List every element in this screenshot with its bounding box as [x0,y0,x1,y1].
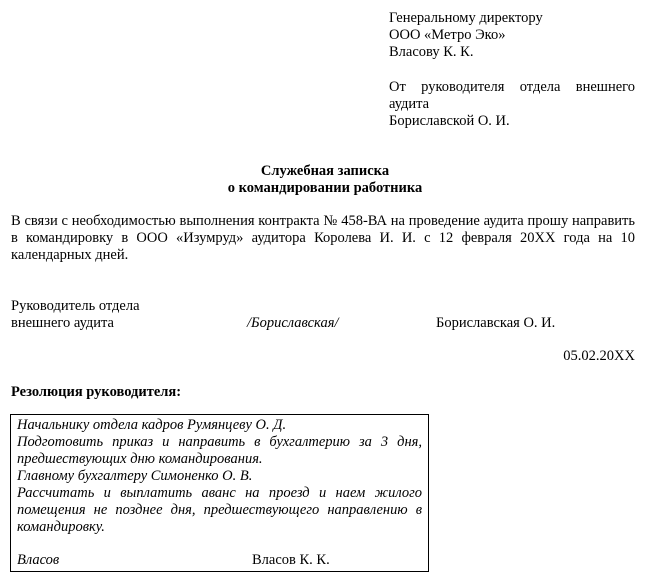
signer-signature: /Бориславская/ [247,315,339,331]
document-title: Служебная записка [260,163,390,179]
resolution-signature: Власов [17,552,60,568]
signer-full-name: Бориславская О. И. [436,315,556,331]
resolution-paragraph: Главному бухгалтеру Симоненко О. В. [17,468,253,484]
addressee-company: ООО «Метро Эко» [389,27,506,43]
addressee-block [389,10,635,61]
signer-position-line2: внешнего аудита [11,315,114,331]
memo-date: 05.02.20ХХ [563,348,635,364]
signer-position-line1: Руководитель отдела [11,298,140,314]
sender-block [389,79,635,130]
document-subtitle: о командировании работника [227,180,423,196]
resolution-box [10,414,429,572]
resolution-paragraph: Рассчитать и выплатить аванс на проезд и наем жилого помещения не позднее дня, предшествующего направлению в командировку. [17,485,422,535]
sender-position: От руководителя отдела внешнего аудита [389,79,635,112]
resolution-title: Резолюция руководителя: [11,384,182,400]
resolution-text [17,417,422,536]
resolution-paragraph: Подготовить приказ и направить в бухгалтерию за 3 дня, предшествующих дню командирования. [17,434,422,467]
resolution-signer-name: Власов К. К. [252,552,330,568]
signer-position [11,298,211,332]
sender-name: Бориславской О. И. [389,113,510,129]
addressee-name: Власову К. К. [389,44,474,60]
resolution-paragraph: Начальнику отдела кадров Румянцеву О. Д. [17,417,287,433]
memo-body: В связи с необходимостью выполнения контракта № 458-ВА на проведение аудита прошу направить в командировку в ООО «Изумруд» аудитора Королева И. И. с 12 февраля 20ХХ года на 10 календарных дней. [11,213,635,263]
addressee-position: Генеральному директору [389,10,543,26]
